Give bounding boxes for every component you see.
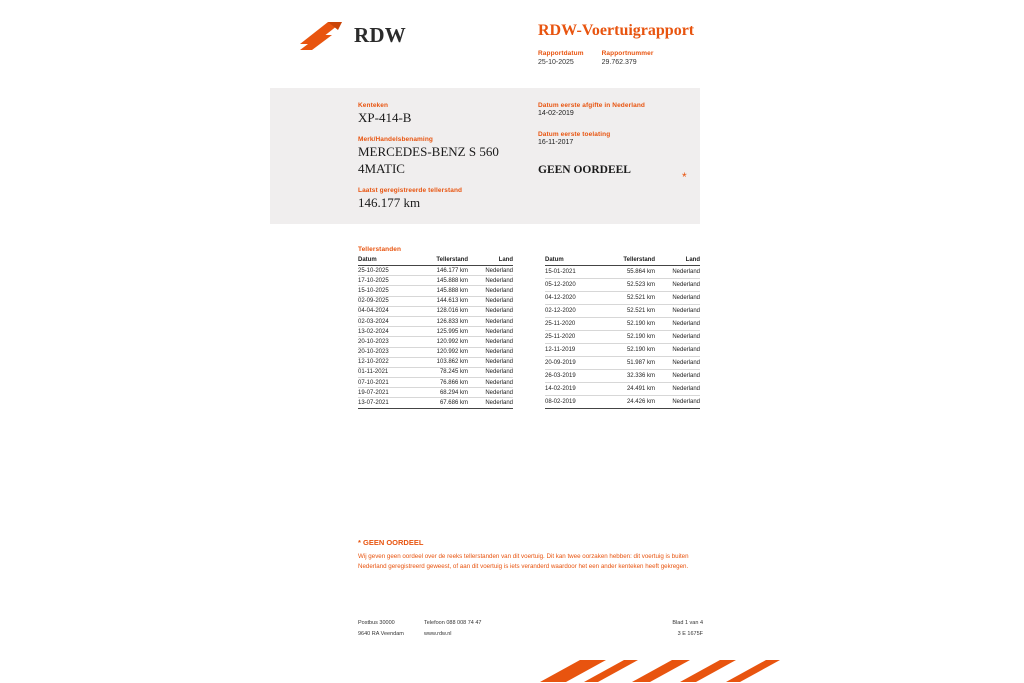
cell-tellerstand: 52.523 km: [597, 278, 655, 291]
cell-land: Nederland: [468, 357, 513, 367]
field-eerste-toelating-value: 16-11-2017: [538, 138, 574, 146]
table-row: [358, 276, 513, 286]
cell-datum: 19-07-2021: [358, 388, 410, 398]
cell-land: Nederland: [655, 317, 700, 330]
cell-tellerstand: 32.336 km: [597, 369, 655, 382]
cell-tellerstand: 144.613 km: [410, 296, 468, 306]
document-header: [0, 0, 1024, 80]
cell-datum: 12-10-2022: [358, 357, 410, 367]
cell-land: Nederland: [468, 337, 513, 347]
cell-datum: 17-10-2025: [358, 276, 410, 286]
meta-report-date-label: Rapportdatum: [538, 50, 584, 57]
field-kenteken-value: XP-414-B: [358, 110, 412, 125]
field-eerste-toelating: [538, 131, 708, 148]
cell-tellerstand: 145.888 km: [410, 286, 468, 296]
cell-datum: 13-07-2021: [358, 398, 410, 408]
footer-address-line1: Postbus 30000: [358, 620, 395, 626]
cell-land: Nederland: [655, 395, 700, 408]
field-eerste-afgifte: [538, 102, 708, 119]
meta-report-number: [602, 50, 654, 66]
document-footer: [358, 620, 703, 642]
cell-land: Nederland: [468, 398, 513, 408]
footer-address-line2: 9640 RA Veendam: [358, 631, 404, 637]
cell-tellerstand: 51.987 km: [597, 356, 655, 369]
cell-datum: 20-10-2023: [358, 337, 410, 347]
cell-land: Nederland: [468, 327, 513, 337]
cell-land: Nederland: [468, 306, 513, 316]
report-title: RDW-Voertuigrapport: [538, 22, 695, 39]
verdict-text: GEEN OORDEEL: [538, 163, 631, 176]
rdw-logo-text: RDW: [354, 22, 406, 47]
cell-land: Nederland: [468, 296, 513, 306]
table-header-row: [358, 257, 513, 266]
table-row: [358, 388, 513, 398]
cell-land: Nederland: [468, 367, 513, 377]
table-row: [358, 266, 513, 276]
table-row: [358, 398, 513, 408]
cell-datum: 25-11-2020: [545, 317, 597, 330]
cell-datum: 02-03-2024: [358, 316, 410, 326]
cell-land: Nederland: [655, 369, 700, 382]
table-row: [358, 316, 513, 326]
footnote-body: Wij geven geen oordeel over de reeks tellerstanden van dit voertuig. Dit kan twee oorzaken hebben: dit voertuig is buiten Nederland geregistreerd geweest, of aan dit voertuig is iets veranderd waardoor het een ander kenteken heeft gekregen.: [358, 553, 689, 571]
table-row: [358, 367, 513, 377]
cell-datum: 13-02-2024: [358, 327, 410, 337]
table-row: [545, 382, 700, 395]
cell-land: Nederland: [655, 291, 700, 304]
cell-tellerstand: 125.995 km: [410, 327, 468, 337]
field-eerste-toelating-label: Datum eerste toelating: [538, 130, 611, 138]
table-row: [545, 266, 700, 279]
cell-datum: 04-04-2024: [358, 306, 410, 316]
cell-tellerstand: 24.491 km: [597, 382, 655, 395]
table-row: [545, 330, 700, 343]
cell-datum: 05-12-2020: [545, 278, 597, 291]
table-row: [358, 378, 513, 388]
table-row: [545, 304, 700, 317]
cell-tellerstand: 52.190 km: [597, 317, 655, 330]
cell-tellerstand: 128.016 km: [410, 306, 468, 316]
cell-land: Nederland: [655, 343, 700, 356]
field-tellerstand: [358, 187, 538, 211]
col-datum: Datum: [545, 257, 597, 266]
col-tellerstand: Tellerstand: [597, 257, 655, 266]
table-row: [358, 306, 513, 316]
meta-report-date: [538, 50, 584, 66]
table-row: [358, 286, 513, 296]
cell-datum: 15-10-2025: [358, 286, 410, 296]
table-row: [545, 317, 700, 330]
cell-tellerstand: 52.521 km: [597, 291, 655, 304]
mileage-section: [358, 246, 703, 409]
cell-tellerstand: 120.992 km: [410, 347, 468, 357]
meta-report-date-value: 25-10-2025: [538, 59, 574, 66]
mileage-section-title: Tellerstanden: [358, 246, 402, 253]
cell-datum: 20-10-2023: [358, 347, 410, 357]
field-tellerstand-value: 146.177 km: [358, 194, 421, 210]
meta-report-number-label: Rapportnummer: [601, 50, 654, 57]
rdw-arrow-logo-icon: [298, 18, 346, 52]
table-row: [358, 337, 513, 347]
cell-tellerstand: 120.992 km: [410, 337, 468, 347]
table-row: [545, 369, 700, 382]
table-row: [545, 278, 700, 291]
table-row: [358, 347, 513, 357]
cell-land: Nederland: [468, 276, 513, 286]
table-row: [545, 356, 700, 369]
cell-land: Nederland: [655, 266, 700, 279]
cell-datum: 25-10-2025: [358, 266, 410, 276]
footnote-title: * GEEN OORDEEL: [358, 538, 424, 547]
cell-datum: 25-11-2020: [545, 330, 597, 343]
cell-datum: 02-09-2025: [358, 296, 410, 306]
col-land: Land: [655, 257, 700, 266]
cell-tellerstand: 52.521 km: [597, 304, 655, 317]
mileage-left-body: [358, 266, 513, 409]
cell-datum: 14-02-2019: [545, 382, 597, 395]
cell-tellerstand: 145.888 km: [410, 276, 468, 286]
table-row: [358, 327, 513, 337]
footer-row: [358, 631, 703, 637]
cell-land: Nederland: [468, 316, 513, 326]
cell-datum: 20-09-2019: [545, 356, 597, 369]
cell-land: Nederland: [468, 388, 513, 398]
cell-land: Nederland: [655, 304, 700, 317]
col-datum: Datum: [358, 257, 410, 266]
footer-form-code: 3 E 1675F: [677, 631, 703, 637]
cell-datum: 02-12-2020: [545, 304, 597, 317]
report-meta: [538, 50, 671, 66]
table-row: [545, 395, 700, 408]
cell-tellerstand: 67.686 km: [410, 398, 468, 408]
cell-land: Nederland: [468, 286, 513, 296]
summary-right-column: [538, 102, 708, 176]
cell-tellerstand: 146.177 km: [410, 266, 468, 276]
cell-tellerstand: 24.426 km: [597, 395, 655, 408]
footnote-block: [358, 538, 703, 572]
field-kenteken: [358, 102, 538, 126]
cell-tellerstand: 52.190 km: [597, 343, 655, 356]
field-eerste-afgifte-value: 14-02-2019: [538, 110, 574, 117]
table-row: [545, 291, 700, 304]
col-land: Land: [468, 257, 513, 266]
cell-land: Nederland: [468, 378, 513, 388]
cell-datum: 07-10-2021: [358, 378, 410, 388]
field-merk: [358, 136, 538, 177]
verdict-asterisk: *: [682, 170, 687, 184]
vehicle-summary-panel: [270, 88, 700, 224]
cell-tellerstand: 78.245 km: [410, 367, 468, 377]
cell-datum: 08-02-2019: [545, 395, 597, 408]
mileage-table-left: [358, 257, 513, 409]
rdw-logo: [298, 18, 406, 52]
cell-tellerstand: 55.864 km: [597, 266, 655, 279]
meta-report-number-value: 29.762.379: [601, 59, 637, 66]
mileage-right-body: [545, 266, 700, 409]
cell-datum: 26-03-2019: [545, 369, 597, 382]
cell-tellerstand: 103.862 km: [410, 357, 468, 367]
field-eerste-afgifte-label: Datum eerste afgifte in Nederland: [538, 102, 645, 109]
footer-arrow-graphic-icon: [540, 658, 780, 683]
cell-tellerstand: 76.866 km: [410, 378, 468, 388]
field-kenteken-label: Kenteken: [358, 102, 389, 109]
field-merk-value: MERCEDES-BENZ S 560 4MATIC: [358, 144, 499, 176]
mileage-table-right: [545, 257, 700, 409]
footer-phone: Telefoon 088 008 74 47: [424, 620, 482, 626]
cell-tellerstand: 68.294 km: [410, 388, 468, 398]
cell-datum: 12-11-2019: [545, 343, 597, 356]
field-merk-label: Merk/Handelsbenaming: [358, 136, 433, 144]
cell-tellerstand: 126.833 km: [410, 316, 468, 326]
cell-land: Nederland: [468, 266, 513, 276]
cell-datum: 15-01-2021: [545, 266, 597, 279]
cell-land: Nederland: [655, 330, 700, 343]
summary-left-column: [358, 102, 538, 221]
footer-page-number: Blad 1 van 4: [672, 620, 703, 626]
table-header-row: [545, 257, 700, 266]
table-row: [358, 357, 513, 367]
cell-land: Nederland: [655, 382, 700, 395]
field-tellerstand-label: Laatst geregistreerde tellerstand: [358, 186, 463, 194]
table-row: [545, 343, 700, 356]
cell-tellerstand: 52.190 km: [597, 330, 655, 343]
cell-land: Nederland: [655, 278, 700, 291]
footer-row: [358, 620, 703, 626]
col-tellerstand: Tellerstand: [410, 257, 468, 266]
cell-datum: 01-11-2021: [358, 367, 410, 377]
footer-website: www.rdw.nl: [424, 631, 452, 637]
table-row: [358, 296, 513, 306]
cell-datum: 04-12-2020: [545, 291, 597, 304]
cell-land: Nederland: [655, 356, 700, 369]
cell-land: Nederland: [468, 347, 513, 357]
